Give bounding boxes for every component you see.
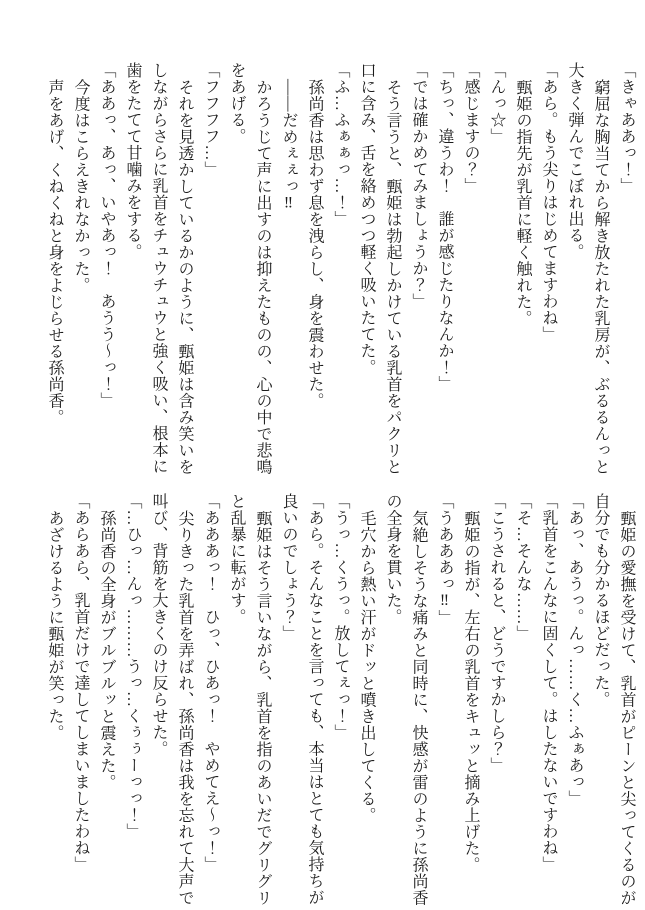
text-line: 「んっ☆」 bbox=[488, 62, 505, 145]
text-line: 甄姫の指先が乳首に軽く触れた。 bbox=[514, 79, 531, 327]
text-line: 「うっ…くうっ。放してぇっ！」 bbox=[332, 493, 349, 741]
text-line: 「あああっ！ ひっ、ひあっ！ やめてえ～っ！」 bbox=[202, 493, 219, 873]
text-line: と乱暴に転がす。 bbox=[228, 493, 245, 625]
text-line: 窮屈な胸当てから解き放たれた乳房が、ぶるるんっと bbox=[592, 79, 609, 475]
text-line: 「…ひっ…んっ………うっ…くぅぅーっっ！」 bbox=[124, 493, 141, 840]
text-line: 気絶しそうな痛みと同時に、快感が雷のように孫尚香 bbox=[410, 510, 427, 906]
text-line: 口に含み、舌を絡めつつ軽く吸いたてた。 bbox=[358, 62, 375, 376]
text-line: 「乳首をこんなに固くして。はしたないですわね」 bbox=[540, 493, 557, 873]
text-line: 「あっ、あうっ。んっ……く…ふぁあっ」 bbox=[566, 493, 583, 807]
text-line: 声をあげ、くねくねと身をよじらせる孫尚香。 bbox=[46, 79, 63, 426]
text-line: 自分でも分かるほどだった。 bbox=[592, 493, 609, 708]
text-line: 「ああっ、あっ、いやあっ！ あうう～っ！」 bbox=[98, 62, 115, 409]
text-line: 孫尚香は思わず息を洩らし、身を震わせた。 bbox=[306, 79, 323, 409]
text-line: 孫尚香の全身がブルブルッと震えた。 bbox=[98, 510, 115, 791]
text-line: 良いのでしょう？」 bbox=[280, 493, 297, 642]
text-line: 「フフフフ…」 bbox=[202, 62, 219, 178]
text-line: 大きく弾んでこぼれ出る。 bbox=[566, 62, 583, 260]
text-line: 「そ…そんな……」 bbox=[514, 493, 531, 642]
text-line: 「ちっ、違うわ！ 誰が感じたりなんか！」 bbox=[436, 62, 453, 392]
text-line: しながらさらに乳首をチュウチュウと強く吸い、根本に bbox=[150, 62, 167, 475]
text-line: 「では確かめてみましょうか？」 bbox=[410, 62, 427, 310]
text-line: 尖りきった乳首を弄ばれ、孫尚香は我を忘れて大声で bbox=[176, 510, 193, 906]
text-line: 甄姫の指が、左右の乳首をキュッと摘み上げた。 bbox=[462, 510, 479, 873]
text-line: あざけるように甄姫が笑った。 bbox=[46, 510, 63, 741]
top-text-block bbox=[41, 62, 639, 486]
text-line: それを見透かしているかのように、甄姫は含み笑いを bbox=[176, 79, 193, 475]
text-line: かろうじて声に出すのは抑えたものの、心の中で悲鳴 bbox=[254, 79, 271, 475]
text-line: 「感じますの？」 bbox=[462, 62, 479, 194]
text-line: 「こうされると、どうですかしら？」 bbox=[488, 493, 505, 774]
bottom-text-block bbox=[41, 493, 639, 910]
text-line: 甄姫はそう言いながら、乳首を指のあいだでグリグリ bbox=[254, 510, 271, 906]
text-line: の全身を貫いた。 bbox=[384, 493, 401, 625]
text-line: 「ふ…ふぁぁっ…！」 bbox=[332, 62, 349, 227]
text-line: 歯をたてて甘噛みをする。 bbox=[124, 62, 141, 260]
text-line: 今度はこらえきれなかった。 bbox=[72, 79, 89, 294]
text-line: 「あら。もう尖りはじめてますわね」 bbox=[540, 62, 557, 343]
text-line: 「あら。そんなことを言っても、本当はとても気持ちが bbox=[306, 493, 323, 906]
text-line: 毛穴から熱い汗がドッと噴き出してくる。 bbox=[358, 510, 375, 824]
text-line: 叫び、背筋を大きくのけ反らせた。 bbox=[150, 493, 167, 757]
text-line: 「あらあら、乳首だけで達してしまいましたわね」 bbox=[72, 493, 89, 873]
text-line: ――だめぇぇっ‼ bbox=[280, 79, 297, 212]
text-line: 甄姫の愛撫を受けて、乳首がピーンと尖ってくるのが bbox=[618, 510, 635, 906]
text-line: をあげる。 bbox=[228, 62, 245, 145]
text-line: 「うあああっ‼」 bbox=[436, 493, 453, 626]
text-line: そう言うと、甄姫は勃起しかけている乳首をパクリと bbox=[384, 79, 401, 475]
text-line: 「きゃああっ！」 bbox=[618, 62, 635, 194]
